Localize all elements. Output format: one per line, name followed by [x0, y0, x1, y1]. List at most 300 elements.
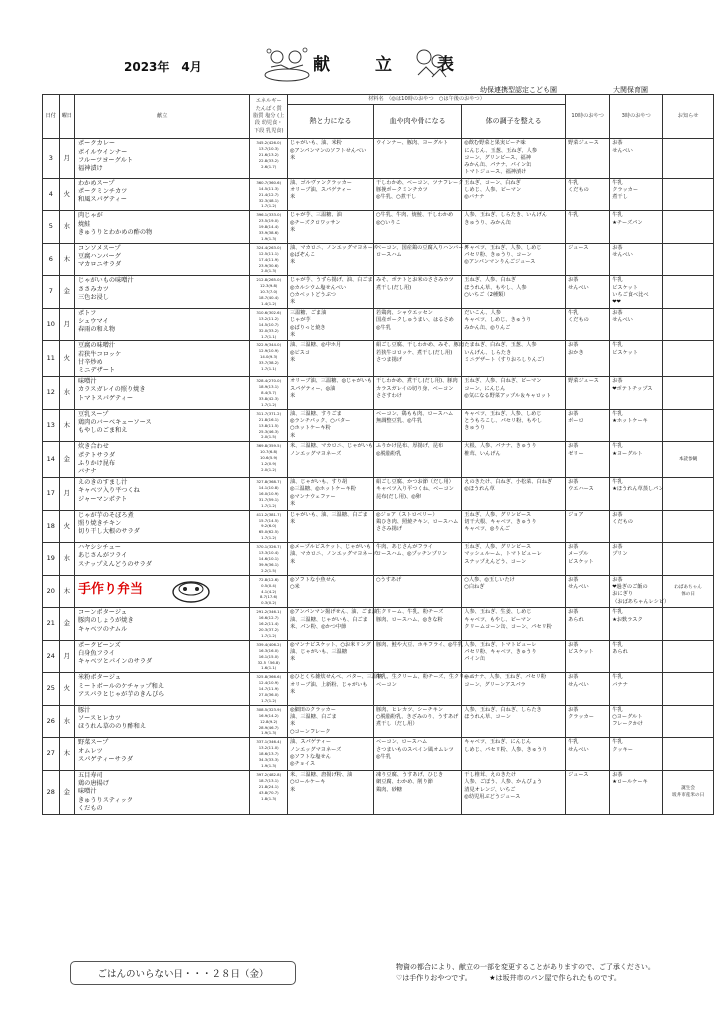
- blood-cell-line: ◎牛乳: [376, 324, 391, 331]
- blood-cell: [374, 543, 462, 576]
- nutrition-cell-line: 327.8(368.7): [256, 479, 282, 485]
- body-cell-line: にんじん、玉葱、玉ねぎ、人参: [464, 147, 538, 154]
- blood-cell-line: 国産ポークしゅうまい、はるさめ: [376, 317, 454, 324]
- day-cell: 24: [43, 640, 60, 673]
- day-cell: 21: [43, 608, 60, 641]
- body-cell-line: コーン、にんじん: [464, 385, 506, 392]
- body-cell: [462, 770, 566, 814]
- nutrition-cell-line: 12.9(10.9): [258, 348, 279, 354]
- body-cell: [462, 673, 566, 706]
- notes-cell: [663, 178, 714, 211]
- body-cell: [462, 543, 566, 576]
- nutrition-cell-line: 16.3(16.0): [258, 647, 279, 653]
- energy-cell-line: ◎ランチパック、○バター: [289, 418, 351, 425]
- dish-cell-line: コーンポタージュ: [77, 609, 128, 617]
- energy-cell-line: 米、パン粉、◎かつ中節: [289, 623, 347, 630]
- day-cell: 14: [43, 442, 60, 478]
- energy-cell: [287, 575, 373, 608]
- nutrition-cell-line: 14.6(10.1): [258, 556, 279, 561]
- blood-cell-line: 豚肉、鮭や大豆、ホキフライ、◎牛乳: [376, 641, 463, 648]
- snack3-cell: [610, 640, 663, 673]
- snack10-cell: [566, 243, 610, 276]
- notes-cell: [663, 409, 714, 442]
- snack3-cell-line: バナナ: [612, 681, 628, 688]
- nutrition-cell-line: 0.3(0.2): [261, 600, 277, 606]
- blood-cell-line: 生クリーム、牛乳、粉チーズ: [376, 609, 444, 616]
- snack3-cell-line: 牛乳: [612, 342, 623, 349]
- body-cell-line: コーン、グリーンアスパラ: [464, 681, 526, 688]
- energy-cell-line: オリーブ油、スパゲティー: [289, 187, 352, 194]
- nutrition-cell-line: 1.9(1.3): [261, 730, 277, 736]
- nutrition-cell: [250, 608, 288, 641]
- menu-row: [43, 341, 714, 377]
- body-cell: [462, 409, 566, 442]
- energy-cell-line: 米、三温糖、マカロニ、じゃがいも: [289, 443, 374, 450]
- dish-cell: [74, 377, 249, 410]
- body-cell: [462, 442, 566, 478]
- nutrition-cell-line: 1.7(1.1): [261, 333, 277, 339]
- snack3-cell-line: あられ: [612, 649, 628, 656]
- nutrition-cell-line: 1.9(1.3): [261, 235, 277, 241]
- nutrition-cell-line: 324.4(263.0): [256, 244, 282, 250]
- day-cell: 3: [43, 139, 60, 178]
- body-cell-line: クリームコーン缶、コーン、パセリ粉: [464, 623, 552, 630]
- nutrition-cell-line: 18.7(40.4): [258, 295, 279, 301]
- dish-cell-line: じゃがいもの味噌汁: [77, 277, 134, 285]
- dish-cell-line: 五目寿司: [77, 771, 103, 779]
- snack3-cell: [610, 211, 663, 244]
- energy-cell-line: 油、三温糖、すりごま: [289, 410, 342, 417]
- weekday-cell: 水: [59, 543, 74, 576]
- weekday-cell: 金: [59, 770, 74, 814]
- blood-cell-line: ◎牛乳、○煮干し: [376, 194, 417, 201]
- snack10-cell-line: 牛乳: [568, 179, 579, 186]
- dish-cell-line: 三色お浸し: [77, 293, 109, 301]
- notes-cell-line: 誕生会: [681, 786, 695, 792]
- energy-cell-line: 油、三温糖、じゃがいも、白ごま: [289, 616, 368, 623]
- dish-cell-line: きゅうりとわかめの酢の物: [77, 228, 153, 236]
- body-cell-line: いんげん、しらたき: [464, 349, 512, 356]
- day-cell: 13: [43, 409, 60, 442]
- nutrition-cell-line: 14.5(11.3): [258, 185, 279, 191]
- energy-cell: [287, 640, 373, 673]
- dish-cell-line: 春雨の和え物: [77, 326, 116, 334]
- energy-cell-line: 米: [289, 518, 296, 525]
- blood-cell: [374, 243, 469, 276]
- body-cell-line: 玉ねぎ、人参、白ねぎ: [464, 277, 516, 284]
- energy-cell: [287, 442, 373, 478]
- snack3-cell: [610, 409, 663, 442]
- snack3-cell-line: ❤過ぎのご飯の: [612, 584, 648, 591]
- notes-cell: [663, 770, 714, 814]
- snack3-cell-line: ★ヨーグルト: [612, 450, 643, 457]
- day-cell: 20: [43, 575, 60, 608]
- blood-cell: [374, 409, 462, 442]
- body-cell: [462, 478, 566, 511]
- nutrition-cell-line: 13.8(11.5): [258, 422, 279, 428]
- dish-cell-line: シュウマイ: [77, 318, 109, 326]
- body-cell-line: 切干大根、キャベツ、きゅうり: [464, 518, 537, 525]
- col-snack3: 3時のおやつ: [610, 95, 663, 139]
- day-cell: 6: [43, 243, 60, 276]
- dish-cell-line: ポークビーンズ: [77, 641, 121, 649]
- snack3-cell: [610, 608, 663, 641]
- nutrition-cell: [250, 243, 288, 276]
- day-cell: 4: [43, 178, 60, 211]
- blood-cell-line: ベーコン、ロースハム: [376, 739, 428, 746]
- blood-cell-line: 干しわかめ、煮干し(だし用)、豚肉: [376, 378, 458, 385]
- energy-cell-line: 油、じゃがいも、すり胡: [289, 479, 348, 486]
- snack10-cell-line: くだもの: [568, 317, 589, 324]
- nutrition-cell-line: 13.2(11.0): [258, 745, 279, 751]
- col-energy: 熱と力になる: [287, 105, 373, 139]
- nutrition-cell-line: 18.7(13.1): [258, 777, 279, 783]
- dish-cell-line: 焼鮭: [77, 220, 91, 228]
- body-cell-line: 人参、玉ねぎ、トマトピューレ: [464, 641, 537, 648]
- nutrition-cell: [250, 308, 288, 341]
- weekday-cell: 水: [59, 705, 74, 738]
- notes-cell: [663, 341, 714, 377]
- body-cell-line: きゅうり、みかん缶: [464, 219, 511, 226]
- energy-cell-line: ◎マンナウェファー: [289, 493, 336, 500]
- snack3-cell: [610, 308, 663, 341]
- nutrition-cell-line: 1.7(1.2): [261, 203, 277, 209]
- children-illustration-right: [412, 45, 448, 81]
- energy-cell-line: 油、三温糖、◎中ホ月: [289, 342, 342, 349]
- body-cell-line: パセリ粉、きゅうり、コーン: [464, 252, 532, 259]
- snack3-cell: [610, 442, 663, 478]
- energy-cell-line: ◎アンパンマン揚げせん、油、ごま油: [289, 609, 378, 616]
- day-cell: 19: [43, 543, 60, 576]
- nutrition-cell: [250, 673, 288, 706]
- dish-cell-line: 若狭牛コロッケ: [77, 350, 122, 358]
- menu-row: [43, 308, 714, 341]
- energy-cell-line: ○コーンフレーク: [289, 728, 331, 735]
- snack3-cell-line: ❤❤: [612, 299, 621, 306]
- body-cell: [462, 738, 566, 771]
- nutrition-cell-line: 20.3(37.2): [258, 626, 279, 632]
- day-cell: 26: [43, 705, 60, 738]
- blood-cell-line: 若狭牛コロッケ、煮干し(だし用): [376, 349, 453, 356]
- body-cell-line: しめじ、パセリ粉、人参、きゅうり: [464, 746, 548, 753]
- snack3-cell-line: クッキー: [612, 746, 633, 753]
- body-cell-line: とうもろこし、パセリ粉、もやし: [464, 418, 543, 425]
- dish-cell-line: くだもの: [77, 804, 103, 812]
- weekday-cell: 水: [59, 211, 74, 244]
- blood-cell-line: ○うすあげ: [376, 576, 402, 583]
- dish-cell-line: 福神漬け: [77, 164, 103, 172]
- dish-cell-line: あじさんがフライ: [77, 552, 128, 560]
- day-cell: 10: [43, 308, 60, 341]
- snack10-cell: [566, 341, 610, 377]
- energy-cell: [287, 608, 378, 641]
- energy-cell-line: ◎ソフトな小魚せん: [289, 576, 336, 583]
- blood-cell-line: さつま揚げ: [376, 357, 402, 364]
- snack3-cell-line: ビスケット: [612, 349, 638, 356]
- weekday-cell: 金: [59, 608, 74, 641]
- body-cell-line: みかん缶、パナナ、パイン缶: [464, 162, 532, 169]
- snack3-cell: [610, 575, 670, 608]
- blood-cell: [374, 478, 462, 511]
- energy-cell-line: ○ロールケーキ: [289, 779, 326, 786]
- menu-row: [43, 705, 714, 738]
- energy-cell-line: 米: [289, 299, 296, 306]
- energy-cell-line: ◎ひとくち雑炊せんべ、バター、三温糖: [289, 674, 383, 681]
- snack3-cell-line: くだもの: [612, 518, 633, 525]
- nutrition-cell-line: 339.4(406.2): [256, 641, 282, 647]
- blood-cell: [374, 377, 462, 410]
- notes-cell: [663, 640, 714, 673]
- col-notes: お知らせ: [663, 95, 714, 139]
- nutrition-cell-line: 10.6(5.9): [259, 455, 278, 461]
- nutrition-cell-line: 10.7(7.0): [259, 289, 278, 295]
- nursery-name: 大関保育園: [613, 86, 648, 94]
- snack10-cell-line: お茶: [568, 443, 579, 450]
- energy-cell-line: 油、じゃがいも、三温糖: [289, 649, 348, 656]
- dish-cell-line: ミートボールのケチャップ和え: [77, 682, 165, 690]
- notes-cell: [663, 738, 714, 771]
- blood-cell-line: 凍り豆腐、うすあげ、ひじき: [376, 771, 444, 778]
- nutrition-cell-line: 33.8(42.3): [258, 395, 279, 401]
- dish-cell: [74, 341, 249, 377]
- nutrition-cell-line: 2.6(1.7): [261, 163, 277, 169]
- body-cell-line: たまねぎ、白ねぎ、玉葱、人参: [464, 342, 537, 349]
- blood-cell: [374, 178, 462, 211]
- snack3-cell: [610, 341, 663, 377]
- dish-cell: [74, 308, 249, 341]
- snack3-cell: [610, 178, 663, 211]
- nutrition-cell-line: 369.8(359.5): [256, 443, 282, 449]
- day-cell: 7: [43, 276, 60, 309]
- menu-row: [43, 139, 714, 178]
- body-cell-line: 大根、人参、パナナ、きゅうり: [464, 443, 537, 450]
- weekday-cell: 水: [59, 377, 74, 410]
- dish-cell-line: マカロニサラダ: [77, 261, 122, 269]
- dish-cell: [74, 738, 249, 771]
- nutrition-cell-line: 14.7(11.9): [258, 686, 279, 692]
- blood-cell-line: 若鶏肉、シャウエッセン: [376, 309, 433, 316]
- dish-cell-line: 豆腐の味噌汁: [77, 342, 116, 350]
- notes-cell: [663, 543, 714, 576]
- body-cell-line: キャベツ、玉ねぎ、人参、しめじ: [464, 410, 542, 417]
- body-cell-line: ◎バナナ、人参、玉ねぎ、パセリ粉: [464, 674, 547, 681]
- blood-cell: [374, 608, 462, 641]
- blood-cell: [374, 575, 462, 608]
- nutrition-cell-line: 2.0(1.2): [261, 466, 277, 472]
- energy-cell: [287, 409, 373, 442]
- body-cell-line: えのきたけ、白ねぎ、小松菜、白ねぎ: [464, 479, 553, 486]
- nutrition-cell-line: 21.8(24.1): [258, 783, 279, 789]
- weekday-cell: 火: [59, 341, 74, 377]
- body-cell-line: パセリ粉、キャベツ、きゅうり: [464, 649, 537, 656]
- nutrition-cell-line: 1.7(1.2): [261, 502, 277, 508]
- energy-cell-line: 米: [289, 656, 296, 663]
- snack10-cell-line: お茶: [568, 410, 579, 417]
- notes-cell-line: 坂井市産米の日: [672, 793, 705, 799]
- snack3-cell-line: ★ホットケーキ: [612, 418, 648, 425]
- snack3-cell-line: せんべい: [612, 252, 633, 259]
- footer-legend: ♡は手作りおやつです。 ★は坂井市のパン屋で作られたものです。: [396, 974, 621, 982]
- dish-cell-line: 野菜スープ: [77, 739, 109, 747]
- dish-cell-line: ジャーマンポテト: [77, 495, 128, 503]
- snack10-cell-line: クラッカー: [568, 714, 594, 721]
- dish-cell: [74, 478, 249, 511]
- nutrition-cell: [250, 409, 288, 442]
- notes-cell: [663, 308, 714, 341]
- snack10-cell: [566, 377, 610, 410]
- energy-cell-line: 米: [289, 558, 296, 565]
- nutrition-cell-line: 22.8(33.2): [258, 158, 279, 164]
- body-cell-line: キャベツ、もやし、ピーマン: [464, 616, 532, 623]
- blood-cell-line: ○牛乳、牛肉、焼鮭、干しわかめ: [376, 212, 454, 219]
- snack10-cell: [566, 640, 610, 673]
- dish-cell: [74, 510, 249, 543]
- snack10-cell-line: お茶: [568, 576, 579, 583]
- body-cell: [462, 139, 566, 178]
- snack10-cell-line: ジュース: [568, 244, 589, 251]
- snack10-cell-line: お茶: [568, 479, 579, 486]
- col-snack10: 10時のおやつ: [566, 95, 610, 139]
- menu-row: [43, 409, 714, 442]
- nutrition-cell-line: 23.9(30.6): [258, 262, 279, 268]
- energy-cell-line: 米: [289, 154, 296, 161]
- energy-cell: [287, 738, 373, 771]
- dish-cell-line: ポテトサラダ: [77, 451, 116, 459]
- dish-cell-line: 炊き合わせ: [77, 443, 109, 451]
- nutrition-cell-line: 10.7(6.8): [259, 449, 278, 455]
- body-cell-line: 人参、ごぼう、人参、かんぴょう: [464, 779, 543, 786]
- dish-cell-line: ささみカツ: [77, 285, 109, 293]
- energy-cell: [287, 139, 373, 178]
- body-cell-line: ◎アンパンマンりんごジュース: [464, 259, 536, 266]
- nutrition-cell-line: 360.7(360.6): [256, 179, 282, 185]
- snack10-cell-line: お茶: [568, 641, 579, 648]
- notes-cell-line: 本読参観: [678, 457, 698, 463]
- energy-cell-line: じゃが芋、うずら揚げ、油、白ごま: [289, 277, 373, 284]
- blood-cell: [374, 139, 462, 178]
- dish-cell: [74, 770, 249, 814]
- blood-cell-line: 昆布(だし用)、◎卵: [376, 493, 421, 500]
- nutrition-cell-line: 1.9(1.3): [261, 763, 277, 768]
- blood-cell-line: ベーコン: [376, 681, 397, 688]
- body-cell-line: スナップえんどう、コーン: [464, 558, 527, 565]
- weekday-cell: 月: [59, 308, 74, 341]
- snack3-cell-line: ○ヨーグルト: [612, 714, 643, 721]
- dish-cell: [74, 442, 249, 478]
- energy-cell-line: ○米: [289, 584, 300, 591]
- energy-cell-line: ◎チョイス: [289, 761, 316, 768]
- dish-cell: [74, 211, 249, 244]
- snack10-cell: [566, 409, 610, 442]
- menu-body: [43, 139, 714, 815]
- nutrition-cell-line: 1.2(0.9): [261, 461, 277, 467]
- dish-cell-line: キャベツのナムル: [77, 625, 128, 633]
- blood-cell-line: 煮干し(だし用): [376, 284, 412, 291]
- weekday-cell: 月: [59, 139, 74, 178]
- snack10-cell: [566, 770, 610, 814]
- dish-cell-line: ソースヒレカツ: [77, 715, 121, 723]
- nutrition-cell-line: 1.6(1.1): [261, 665, 277, 671]
- menu-row: [43, 738, 714, 771]
- notes-cell: [663, 510, 714, 543]
- energy-cell-line: ○カベットどうぶつ: [289, 291, 336, 298]
- nutrition-cell-line: 1.7(1.2): [261, 697, 277, 703]
- nutrition-cell-line: 16.6(12.7): [258, 615, 279, 621]
- blood-cell-line: ささすわけ: [376, 392, 402, 399]
- energy-cell: [287, 543, 378, 576]
- nutrition-cell-line: 328.4(270.0): [256, 378, 282, 384]
- blood-cell-line: 煮干し（だし用）: [376, 721, 418, 728]
- nutrition-cell-line: 0.5(0.4): [261, 582, 277, 588]
- day-cell: 18: [43, 510, 60, 543]
- nutrition-cell: [250, 575, 288, 608]
- energy-cell-line: オリーブ油、三温糖、◎じゃがいも: [289, 378, 373, 385]
- body-cell-line: マッシュルーム、トマトピューレ: [464, 551, 542, 558]
- body-cell-line: だいこん、人参: [464, 309, 501, 316]
- snack3-cell-line: お茶: [612, 378, 623, 385]
- energy-cell: [287, 276, 373, 309]
- snack10-cell-line: お茶: [568, 342, 579, 349]
- snack10-cell-line: ボーロ: [568, 418, 584, 425]
- energy-cell-line: ◎チーズクロワッサン: [289, 219, 341, 226]
- energy-cell-line: 油、スパゲティー: [289, 739, 332, 746]
- snack10-cell-line: お茶: [568, 277, 579, 284]
- nutrition-cell-line: 65.0(62.5): [258, 529, 279, 535]
- col-ingredients-note: 材料名 （◎は10時のおやつ ○は午後のおやつ）: [287, 95, 565, 105]
- nutrition-cell-line: 1.7(1.2): [261, 632, 277, 638]
- energy-cell-line: ○ホットケーキ粉: [289, 425, 331, 432]
- notes-cell-line: わばあちゃん: [674, 585, 702, 591]
- snack3-cell-line: 牛乳: [612, 641, 623, 648]
- nutrition-cell-line: 18.9(13.1): [258, 384, 279, 390]
- snack10-cell-line: お茶: [568, 609, 579, 616]
- energy-cell-line: 油、マカロニ、ノンエッグマヨネーズ: [289, 551, 378, 558]
- day-cell: 28: [43, 770, 60, 814]
- snack10-cell-line: ジョア: [568, 511, 584, 518]
- blood-cell-line: 干しわかめ、ベーコン、ツナフレーク: [376, 179, 464, 186]
- notes-cell: [663, 478, 714, 511]
- menu-row: [43, 442, 714, 478]
- col-day: 日付: [43, 95, 60, 139]
- nutrition-cell: [250, 478, 288, 511]
- energy-cell-line: 米、三温糖、唐揚げ粉、油: [289, 771, 353, 778]
- nutrition-cell-line: 16.2(11.4): [258, 621, 279, 627]
- nutrition-cell-line: 17.4(11.9): [258, 256, 279, 262]
- snack3-cell-line: 牛乳: [612, 609, 623, 616]
- nutrition-cell-line: 43.8(70.7): [258, 789, 279, 795]
- body-cell-line: ◎飲む野菜と果実ビーチ味: [464, 140, 526, 147]
- nutrition-cell-line: 2.0(1.3): [261, 268, 277, 274]
- day-cell: 17: [43, 478, 60, 511]
- body-cell: [462, 308, 566, 341]
- notes-cell: [663, 377, 714, 410]
- snack3-cell-line: 煮干し: [612, 194, 628, 201]
- energy-cell-line: 米: [289, 392, 296, 399]
- snack3-cell-line: お茶: [612, 771, 623, 778]
- dish-cell-line: ほうれん草ののり酢和え: [77, 723, 147, 731]
- notes-cell: [663, 673, 714, 706]
- energy-cell-line: ◎マンナビスケット、○お米リング: [289, 641, 371, 648]
- dish-cell-line: ボイルウインナー: [77, 148, 128, 156]
- menu-row: [43, 377, 714, 410]
- blood-cell: [374, 211, 462, 244]
- dish-cell-line: 豆腐ハンバーグ: [77, 253, 121, 261]
- snack10-cell-line: 野菜ジュース: [568, 378, 599, 385]
- nutrition-cell-line: 21.4(12.7): [258, 191, 279, 197]
- dish-cell-line: 豚肉のしょうが焼き: [77, 617, 134, 625]
- dish-cell-line: じゃが芋のそぼろ煮: [77, 511, 134, 519]
- weekday-cell: 金: [59, 276, 74, 309]
